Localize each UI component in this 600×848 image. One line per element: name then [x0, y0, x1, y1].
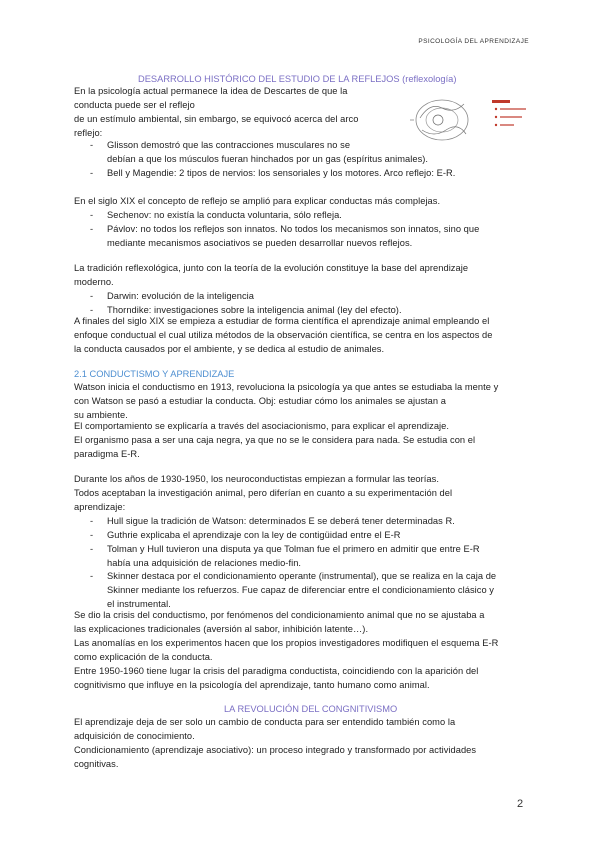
- list-item-line: Hull sigue la tradición de Watson: determinados E se deberá tener determinadas R.: [107, 516, 455, 526]
- list-bullet: -: [90, 291, 94, 301]
- list-item-line: el instrumental.: [107, 599, 171, 609]
- section-title-conductismo: 2.1 CONDUCTISMO Y APRENDIZAJE: [74, 369, 235, 379]
- list-item-line: Bell y Magendie: 2 tipos de nervios: los sensoriales y los motores. Arco reflejo: E-R.: [107, 168, 456, 178]
- list-bullet: -: [90, 210, 94, 220]
- list-item-line: Darwin: evolución de la inteligencia: [107, 291, 255, 301]
- paragraph-line: Durante los años de 1930-1950, los neuroconductistas empiezan a formular las teorías.: [74, 474, 439, 484]
- paragraph-line: Condicionamiento (aprendizaje asociativo): un proceso integrado y transformado por actividades: [74, 745, 477, 755]
- list-item-line: mediante mecanismos asociativos se pueden desarrollar nuevos reflejos.: [107, 238, 413, 248]
- list-item-line: Skinner mediante los refuerzos. Fue capaz de diferenciar entre el condicionamiento clásico y: [107, 585, 495, 595]
- list-bullet: -: [90, 571, 94, 581]
- paragraph-line: la conducta causados por el ambiente, y se dedica al estudio de animales.: [74, 344, 385, 354]
- paragraph-line: Las anomalías en los experimentos hacen que los propios investigadores modifiquen el esquema E-R: [74, 638, 499, 648]
- paragraph-line: Todos aceptaban la investigación animal, pero diferían en cuanto a su experimentación del: [74, 488, 453, 498]
- running-header: PSICOLOGÍA DEL APRENDIZAJE: [418, 38, 529, 45]
- list-item-line: Skinner destaca por el condicionamiento operante (instrumental), que se realiza en la caja de: [107, 571, 497, 581]
- paragraph-line: las explicaciones tradicionales (aversión al sabor, inhibición latente…).: [74, 624, 369, 634]
- list-bullet: -: [90, 305, 94, 315]
- paragraph-line: enfoque conductual el cual utiliza métodos de la observación científica, se centra en los aspectos de: [74, 330, 493, 340]
- paragraph-line: Watson inicia el conductismo en 1913, revoluciona la psicología ya que antes se estudiaba la mente y: [74, 382, 499, 392]
- paragraph-line: reflejo:: [74, 128, 103, 138]
- section-title-cognitivismo: LA REVOLUCIÓN DEL CONGNITIVISMO: [224, 704, 398, 714]
- list-item-line: Thorndike: investigaciones sobre la inteligencia animal (ley del efecto).: [107, 305, 402, 315]
- paragraph-line: En el siglo XIX el concepto de reflejo se amplió para explicar conductas más complejas.: [74, 196, 441, 206]
- paragraph-line: El comportamiento se explicaría a través del asociacionismo, para explicar el aprendizaje.: [74, 421, 450, 431]
- list-bullet: -: [90, 530, 94, 540]
- list-item-line: había una adquisición de relaciones medio-fin.: [107, 558, 302, 568]
- list-bullet: -: [90, 224, 94, 234]
- paragraph-line: En la psicología actual permanece la idea de Descartes de que la: [74, 86, 348, 96]
- list-item-line: debían a que los músculos fueran hinchados por un gas (espíritus animales).: [107, 154, 429, 164]
- section-title-reflexes: DESARROLLO HISTÓRICO DEL ESTUDIO DE LA REFLEJOS (reflexología): [138, 74, 457, 84]
- paragraph-line: El aprendizaje deja de ser solo un cambio de conducta para ser entendido también como la: [74, 717, 456, 727]
- list-bullet: -: [90, 140, 94, 150]
- list-item-line: Pávlov: no todos los reflejos son innatos. No todos los mecanismos son innatos, sino que: [107, 224, 480, 234]
- list-item-line: Glisson demostró que las contracciones musculares no se: [107, 140, 351, 150]
- paragraph-line: cognitivas.: [74, 759, 119, 769]
- page-number: 2: [517, 798, 524, 810]
- paragraph-line: su ambiente.: [74, 410, 128, 420]
- paragraph-line: moderno.: [74, 277, 114, 287]
- list-item-line: Guthrie explicaba el aprendizaje con la ley de contigüidad entre el E-R: [107, 530, 401, 540]
- paragraph-line: Se dio la crisis del conductismo, por fenómenos del condicionamiento animal que no se ajustaba a: [74, 610, 485, 620]
- paragraph-line: como explicación de la conducta.: [74, 652, 213, 662]
- paragraph-line: aprendizaje:: [74, 502, 126, 512]
- reflex-arc-figure: [410, 90, 530, 150]
- paragraph-line: de un estímulo ambiental, sin embargo, se equivocó acerca del arco: [74, 114, 359, 124]
- paragraph-line: A finales del siglo XIX se empieza a estudiar de forma científica el aprendizaje animal empleando el: [74, 316, 490, 326]
- paragraph-line: conducta puede ser el reflejo: [74, 100, 195, 110]
- list-bullet: -: [90, 544, 94, 554]
- paragraph-line: paradigma E-R.: [74, 449, 140, 459]
- list-bullet: -: [90, 168, 94, 178]
- paragraph-line: La tradición reflexológica, junto con la teoría de la evolución constituye la base del aprendizaje: [74, 263, 469, 273]
- paragraph-line: Entre 1950-1960 tiene lugar la crisis del paradigma conductista, coincidiendo con la aparición del: [74, 666, 479, 676]
- list-item-line: Tolman y Hull tuvieron una disputa ya que Tolman fue el primero en admitir que entre E-R: [107, 544, 480, 554]
- paragraph-line: El organismo pasa a ser una caja negra, ya que no se le considera para nada. Se estudia con el: [74, 435, 476, 445]
- list-item-line: Sechenov: no existía la conducta voluntaria, sólo refleja.: [107, 210, 342, 220]
- paragraph-line: adquisición de conocimiento.: [74, 731, 195, 741]
- list-bullet: -: [90, 516, 94, 526]
- paragraph-line: cognitivismo que influye en la psicología del aprendizaje, tanto humano como animal.: [74, 680, 430, 690]
- paragraph-line: con Watson se pasó a estudiar la conducta. Obj: estudiar cómo los animales se ajustan a: [74, 396, 446, 406]
